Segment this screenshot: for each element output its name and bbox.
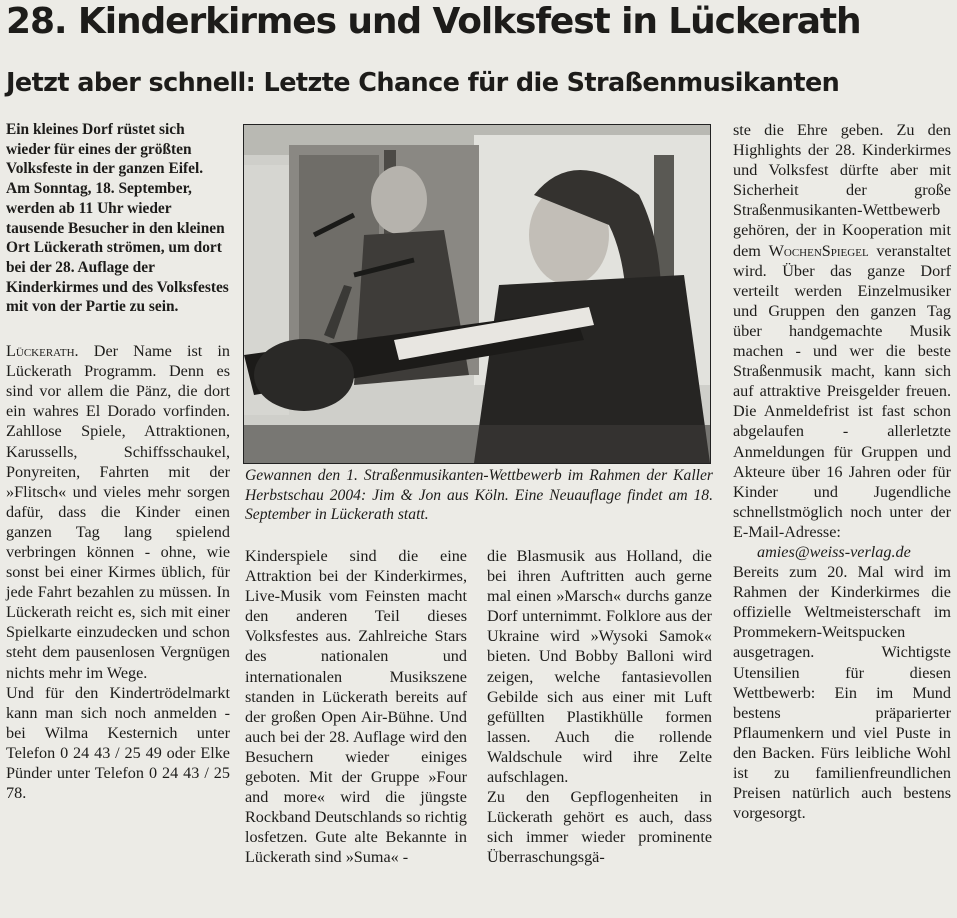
- subheadline: Jetzt aber schnell: Letzte Chance für die Straßenmusikanten: [6, 68, 840, 98]
- column-4-text-a: ste die Ehre geben. Zu den Highlights der 28. Kinderkirmes und Volksfest dürfte aber mit Sicherheit der große Straßenmusikanten-Wettbewerb gehören, der in Kooperation mit dem: [733, 121, 951, 260]
- column-3-paragraph-2: Zu den Gepflogenheiten in Lückerath gehört es auch, dass sich immer wieder prominente Überraschungsgä-: [487, 788, 712, 867]
- photo-caption: Gewannen den 1. Straßenmusikanten-Wettbewerb im Rahmen der Kaller Herbstschau 2004: Jim & Jon aus Köln. Eine Neuauflage findet am 18. September in Lückerath statt.: [245, 467, 713, 524]
- column-4-paragraph: [733, 120, 951, 542]
- contact-email[interactable]: amies@weiss-verlag.de: [757, 542, 911, 561]
- column-3: [487, 546, 712, 868]
- dateline: Lückerath.: [6, 342, 79, 361]
- column-1: [6, 120, 230, 803]
- column-1-paragraph-2: Und für den Kindertrödelmarkt kann man sich noch anmelden - bei Wilma Kesternich unter Telefon 0 24 43 / 25 49 oder Elke Pünder unter Telefon 0 24 43 / 25 78.: [6, 683, 230, 803]
- musicians-photo-illustration: [244, 125, 710, 463]
- column-2-text: Kinderspiele sind die eine Attraktion bei der Kinderkirmes, Live-Musik vom Feinsten macht den anderen Teil dieses Volksfestes aus. Zahlreiche Stars des nationalen und internationalen Musikszene standen in Lückerath bereits auf der großen Open Air-Bühne. Und auch bei der 28. Auflage wird den Besuchern wieder einiges geboten. Mit der Gruppe »Four and more« wird die jüngste Rockband Deutschlands so richtig losfetzen. Gute alte Bekannte in Lückerath sind »Suma« -: [245, 547, 467, 867]
- column-3-text: die Blasmusik aus Holland, die bei ihren Auftritten auch gerne mal einen »Marsch« durchs ganze Dorf unternimmt. Folklore aus der Ukraine wird »Wysoki Samok« bieten. Und Bobby Balloni wird zeigen, welche fantasievollen Gebilde sich aus einer mit Luft gefüllten Plastikhülle formen lassen. Auch die rollende Waldschule wird ihre Zelte aufschlagen.: [487, 547, 712, 787]
- column-4-text-b: veranstaltet wird. Über das ganze Dorf verteilt werden Einzelmusiker und Gruppen den ganzen Tag über handgemachte Musik machen - und wer die beste Straßenmusik macht, kann sich auf attraktive Preisgelder freuen. Die Anmeldefrist ist fast schon abgelaufen - allerletzte Anmeldungen für Gruppen und Akteure über 16 Jahren oder für Kinder und Jugendliche schnellstmöglich noch unter der E-Mail-Adresse:: [733, 241, 952, 541]
- column-1-paragraph: [6, 341, 230, 683]
- article-photo: [243, 124, 711, 464]
- column-2: [245, 546, 467, 868]
- column-1-text: Der Name ist in Lückerath Programm. Denn es sind vor allem die Pänz, die dort ein wahres El Dorado vorfinden. Zahllose Spiele, Attraktionen, Karussells, Schiffsschaukel, Ponyreiten, Fahrten mit der »Flitsch« und vieles mehr sorgen dafür, dass die Kinder einen ganzen Tag lang spielend verbringen können - ohne, wie sonst bei einer Kirmes üblich, für jede Fahrt bezahlen zu müssen. In Lückerath reicht es, sich mit einer Spielkarte einzudecken und schon steht dem pausenlosen Vergnügen nichts mehr im Wege.: [6, 342, 231, 682]
- column-4: [733, 120, 951, 823]
- column-4-paragraph-2: Bereits zum 20. Mal wird im Rahmen der Kinderkirmes die offizielle Weltmeisterschaft im Prommekern-Weitspucken ausgetragen. Wichtigste Utensilien für diesen Wettbewerb: Ein im Mund bestens präparierter Pflaumenkern und viel Puste in den Backen. Fürs leibliche Wohl ist zu familienfreundlichen Preisen natürlich auch bestens vorgesorgt.: [733, 563, 951, 823]
- lead-paragraph: Ein kleines Dorf rüstet sich wieder für eines der größten Volksfeste in der ganzen Eifel. Am Sonntag, 18. September, werden ab 11 Uhr wieder tausende Besucher in den kleinen Ort Lückerath strömen, um dort bei der 28. Auflage der Kinderkirmes und des Volksfestes mit von der Partie zu sein.: [6, 121, 229, 316]
- headline: 28. Kinderkirmes und Volksfest in Lückerath: [6, 1, 861, 42]
- wochenspiegel-brand: WochenSpiegel: [768, 241, 869, 260]
